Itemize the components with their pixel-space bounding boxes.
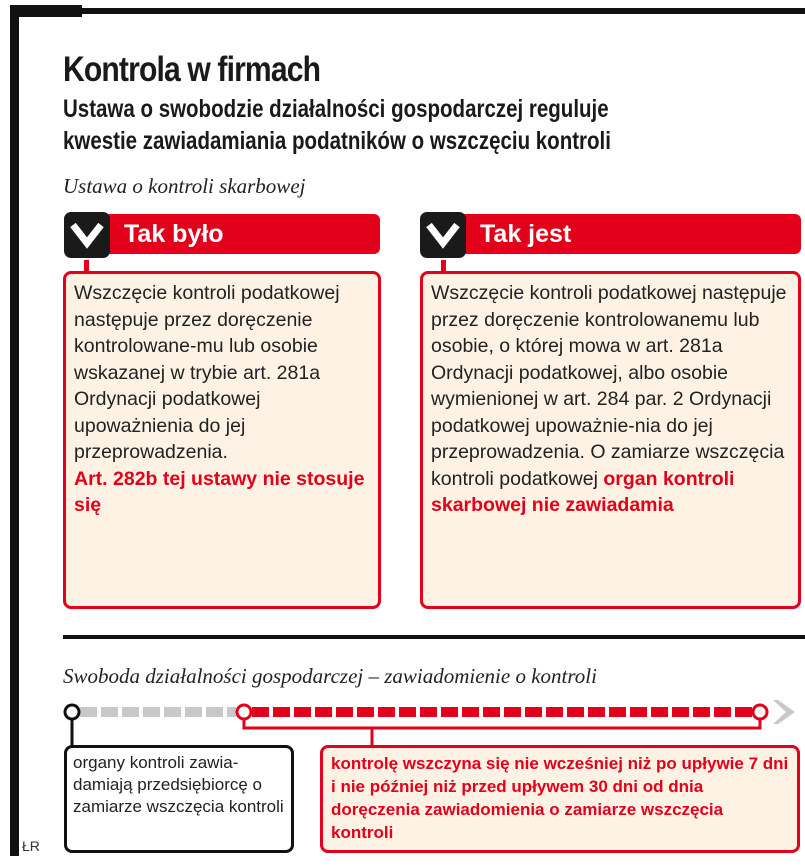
column-heading-now: Tak jest <box>480 220 572 248</box>
before-highlight: Art. 282b tej ustawy nie stosuje się <box>74 467 365 516</box>
red-dash <box>525 707 542 717</box>
red-dash <box>441 707 458 717</box>
frame-corner <box>10 5 82 17</box>
grey-dash <box>122 707 139 717</box>
grey-dash <box>227 707 236 717</box>
red-dash <box>630 707 647 717</box>
red-dash <box>483 707 500 717</box>
before-text: Wszczęcie kontroli podatkowej następuje przez doręczenie kontrolowane-mu lub osobie wskazanej w trybie art. 281a Ordynacji podatkowej upoważnienia do jej przeprowadzenia. <box>74 282 340 463</box>
red-dash <box>399 707 416 717</box>
column-heading-before: Tak było <box>124 220 224 248</box>
author-credit: ŁR <box>22 838 40 854</box>
start-node <box>65 705 79 719</box>
red-dash <box>462 707 479 717</box>
chevron-check-icon <box>420 212 466 258</box>
page-subtitle <box>63 93 611 157</box>
frame-top-rule <box>10 8 805 14</box>
page-title: Kontrola w firmach <box>63 50 321 89</box>
red-dash <box>504 707 521 717</box>
red-dash <box>315 707 332 717</box>
red-bracket <box>244 718 760 728</box>
red-dash <box>378 707 395 717</box>
red-dash <box>420 707 437 717</box>
red-dash <box>714 707 731 717</box>
grey-dash <box>185 707 202 717</box>
grey-dash <box>143 707 160 717</box>
section-divider <box>63 635 805 639</box>
red-dash <box>651 707 668 717</box>
red-dash <box>294 707 311 717</box>
grey-dash <box>80 707 97 717</box>
chevron-check-icon <box>64 212 110 258</box>
now-box <box>420 271 801 609</box>
section-label-swoboda: Swoboda działalności gospodarczej – zawiadomienie o kontroli <box>63 664 597 688</box>
red-dash <box>672 707 689 717</box>
red-dashes <box>252 707 752 717</box>
red-node-start <box>237 705 251 719</box>
red-dash <box>336 707 353 717</box>
note-notification: organy kontroli zawia-damiają przedsiębiorcę o zamiarze wszczęcia kontroli <box>64 745 294 853</box>
column-header-before <box>64 214 380 254</box>
red-dash <box>735 707 752 717</box>
grey-dash <box>164 707 181 717</box>
grey-dash <box>101 707 118 717</box>
red-dash <box>357 707 374 717</box>
red-dash <box>252 707 269 717</box>
red-dash <box>567 707 584 717</box>
column-header-now <box>420 214 801 254</box>
red-node-end <box>753 705 767 719</box>
red-dash <box>546 707 563 717</box>
section-label-kontrola-skarbowa: Ustawa o kontroli skarbowej <box>63 174 306 198</box>
grey-dashes <box>80 707 236 717</box>
subtitle-line-1: Ustawa o swobodzie działalności gospodarczej reguluje <box>63 95 609 123</box>
timeline <box>0 690 805 750</box>
note-deadline: kontrolę wszczyna się nie wcześniej niż po upływie 7 dni i nie później niż przed upływem 30 dni od dnia doręczenia zawiadomienia o zamiarze wszczęcia kontroli <box>320 745 800 853</box>
grey-dash <box>206 707 223 717</box>
subtitle-line-2: kwestie zawiadamiania podatników o wszczęciu kontroli <box>63 127 611 155</box>
now-highlight: organ kontroli skarbowej nie zawiadamia <box>431 467 735 516</box>
arrow-head-icon <box>773 700 795 724</box>
red-dash <box>693 707 710 717</box>
red-dash <box>588 707 605 717</box>
now-text: Wszczęcie kontroli podatkowej następuje przez doręczenie kontrolowanemu lub osobie, o której mowa w art. 281a Ordynacji podatkowej, albo osobie wymienionej w art. 284 par. 2 Ordynacji podatkowej upoważnie-nia do jej przeprowadzenia. O zamiarze wszczęcia kontroli podatkowej <box>431 282 787 490</box>
before-box <box>63 271 381 609</box>
red-dash <box>609 707 626 717</box>
red-dash <box>273 707 290 717</box>
